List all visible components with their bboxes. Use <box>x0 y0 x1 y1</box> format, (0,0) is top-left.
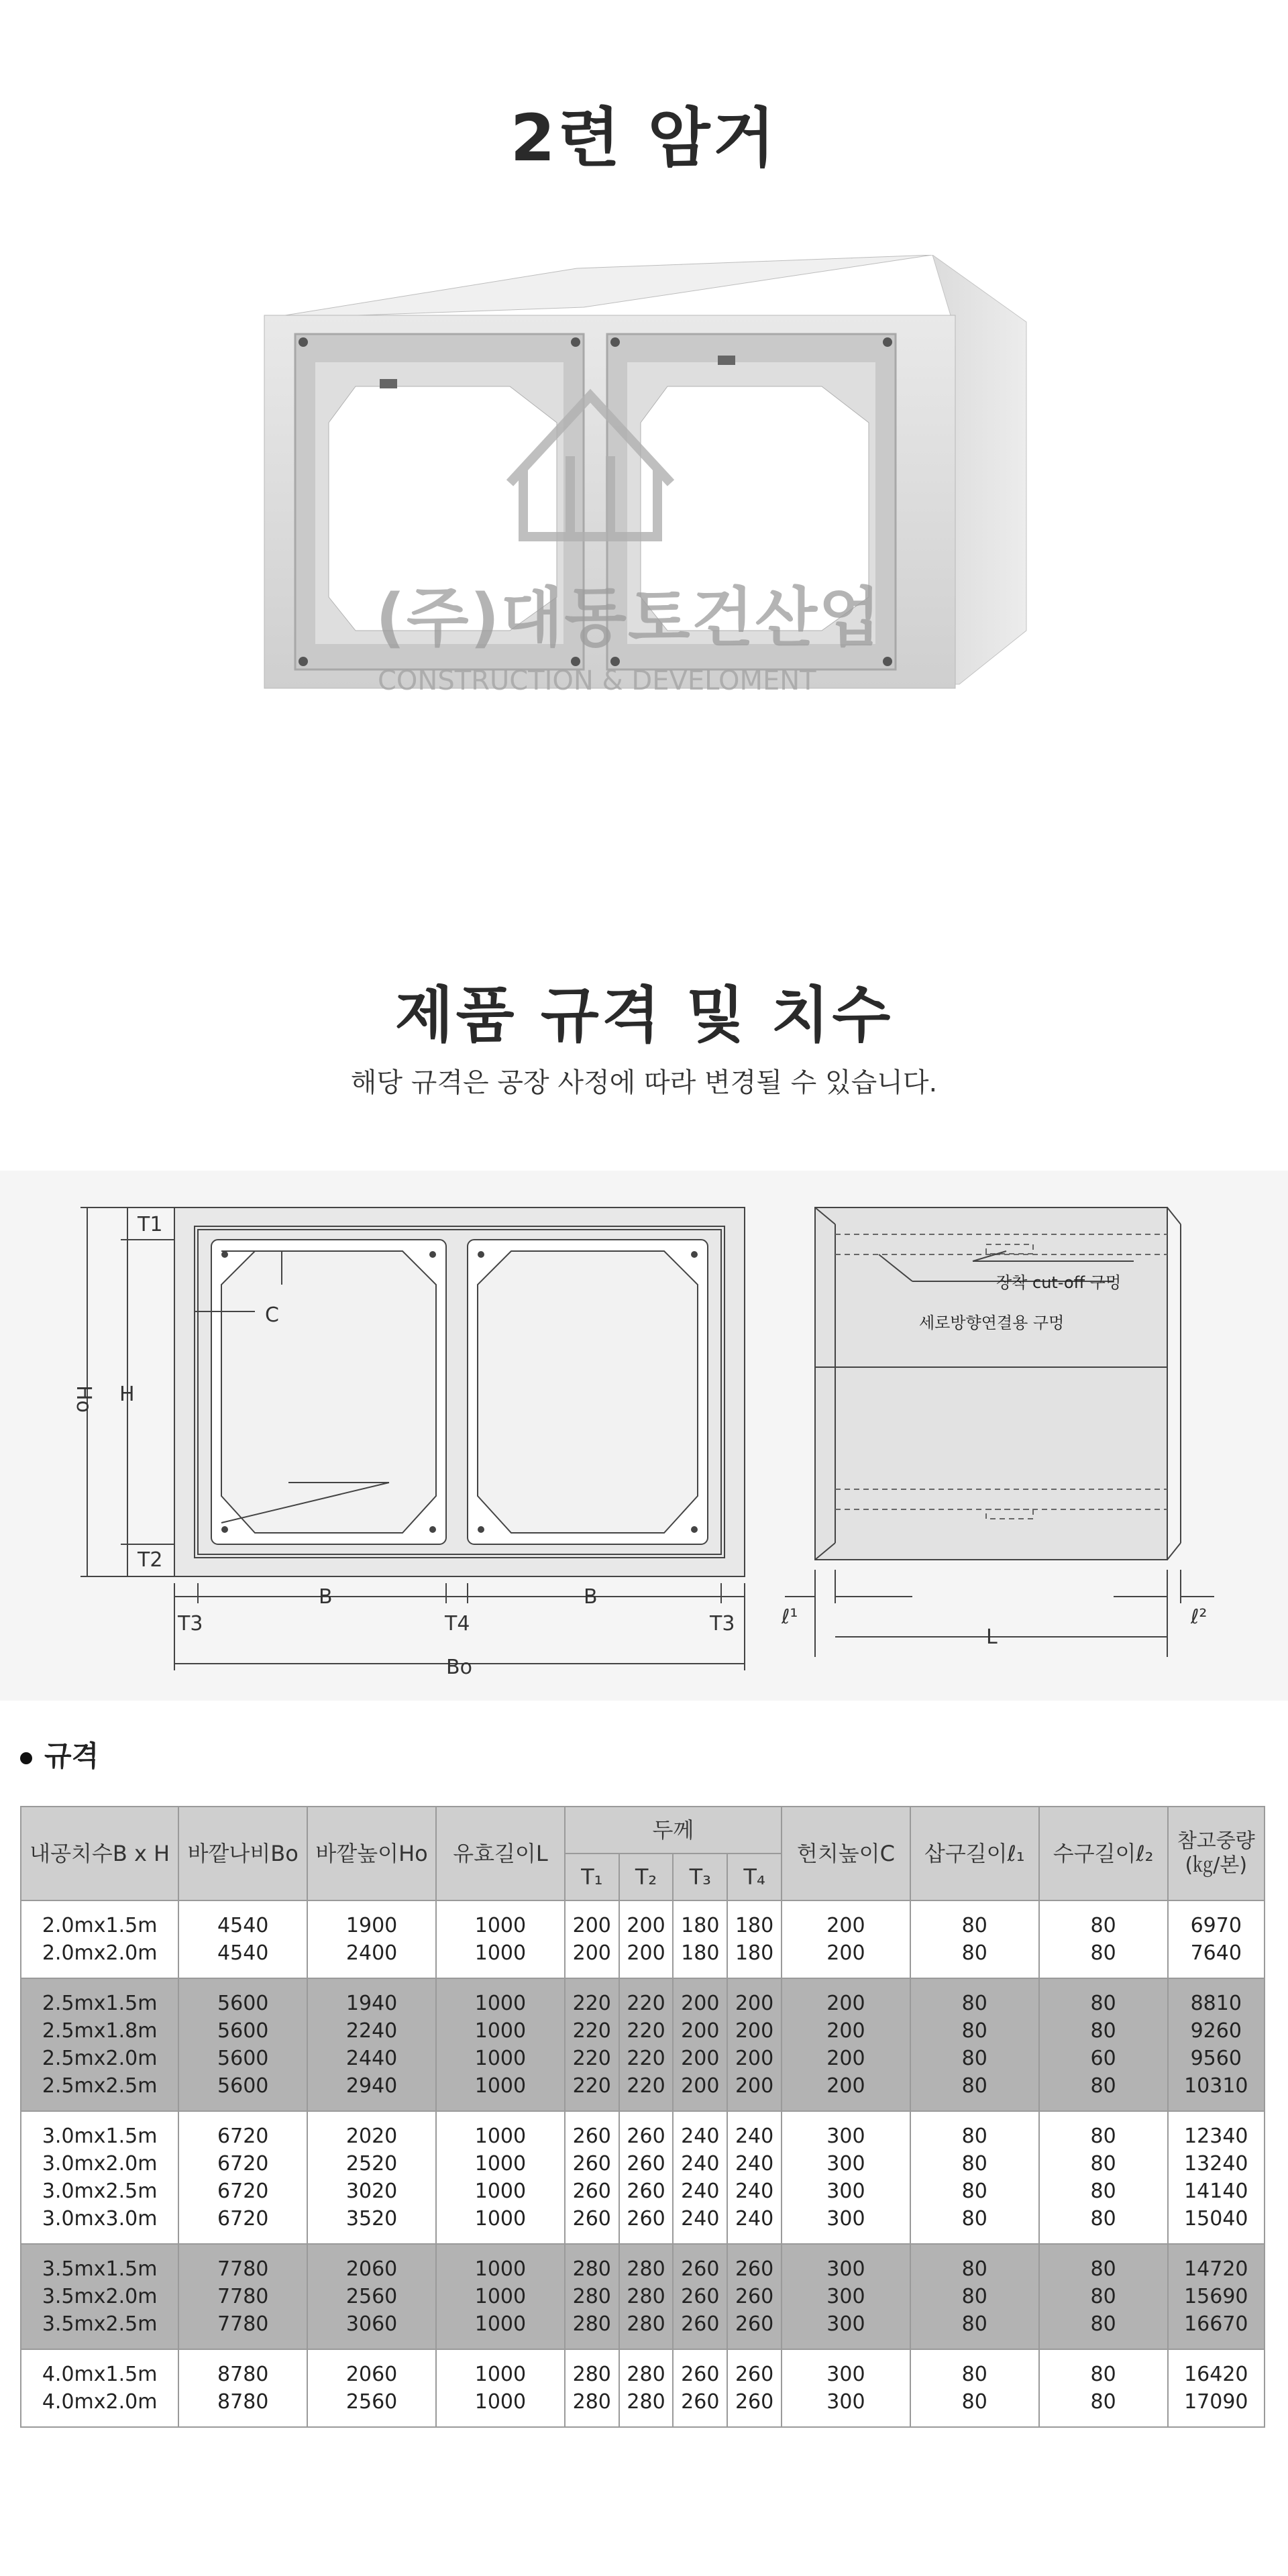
table-cell: 240 240 240 240 <box>673 2111 727 2244</box>
table-cell: 2060 2560 <box>307 2349 436 2427</box>
table-cell: 3.0mx1.5m 3.0mx2.0m 3.0mx2.5m 3.0mx3.0m <box>21 2111 178 2244</box>
label-t1: T1 <box>138 1213 163 1236</box>
table-cell: 200 200 200 200 <box>727 1978 782 2111</box>
table-cell: 260 260 <box>727 2349 782 2427</box>
table-cell: 1000 1000 <box>436 1900 565 1978</box>
table-cell: 180 180 <box>673 1900 727 1978</box>
table-cell: 260 260 <box>673 2349 727 2427</box>
spec-section-label: 규격 <box>20 1734 99 1774</box>
table-cell: 2.5mx1.5m 2.5mx1.8m 2.5mx2.0m 2.5mx2.5m <box>21 1978 178 2111</box>
label-cutoff-hole: 장착 cut-off 구멍 <box>996 1273 1122 1292</box>
table-cell: 280 280 <box>619 2349 674 2427</box>
label-t3-left: T3 <box>178 1612 203 1635</box>
table-row-group <box>21 2349 1265 2427</box>
table-cell: 4540 4540 <box>178 1900 307 1978</box>
table-cell: 6970 7640 <box>1168 1900 1265 1978</box>
table-row-group <box>21 1900 1265 1978</box>
table-cell: 80 80 80 <box>910 2244 1039 2349</box>
table-cell: 200 200 200 200 <box>782 1978 910 2111</box>
spec-subtitle: 해당 규격은 공장 사정에 따라 변경될 수 있습니다. <box>350 1067 938 1098</box>
table-cell: 260 260 260 260 <box>619 2111 674 2244</box>
label-b-right: B <box>584 1585 598 1609</box>
table-cell: 16420 17090 <box>1168 2349 1265 2427</box>
table-cell: 300 300 300 <box>782 2244 910 2349</box>
label-t4: T4 <box>445 1612 470 1635</box>
header-haunch: 헌치높이C <box>782 1807 910 1900</box>
table-row-group <box>21 1978 1265 2111</box>
table-cell: 4.0mx1.5m 4.0mx2.0m <box>21 2349 178 2427</box>
table-cell: 200 200 <box>782 1900 910 1978</box>
table-cell: 1000 1000 1000 1000 <box>436 2111 565 2244</box>
label-l2: ℓ² <box>1191 1605 1208 1629</box>
table-cell: 80 80 80 80 <box>910 1978 1039 2111</box>
label-lateral-hole: 세로방향연결용 구멍 <box>919 1313 1065 1332</box>
table-cell: 260 260 260 <box>727 2244 782 2349</box>
table-cell: 80 80 60 80 <box>1039 1978 1168 2111</box>
table-cell: 80 80 80 80 <box>1039 2111 1168 2244</box>
label-l: L <box>986 1625 998 1649</box>
table-cell: 1940 2240 2440 2940 <box>307 1978 436 2111</box>
label-t3-right: T3 <box>710 1612 735 1635</box>
table-cell: 8810 9260 9560 10310 <box>1168 1978 1265 2111</box>
table-cell: 2020 2520 3020 3520 <box>307 2111 436 2244</box>
table-row-group <box>21 2111 1265 2244</box>
label-l1: ℓ¹ <box>782 1605 798 1629</box>
table-cell: 80 80 80 <box>1039 2244 1168 2349</box>
header-length: 유효길이L <box>436 1807 565 1900</box>
table-cell: 3.5mx1.5m 3.5mx2.0m 3.5mx2.5m <box>21 2244 178 2349</box>
table-cell: 1000 1000 <box>436 2349 565 2427</box>
bullet-icon <box>20 1752 32 1764</box>
table-cell: 1000 1000 1000 <box>436 2244 565 2349</box>
product-title: 2련 암거 <box>510 101 778 176</box>
table-cell: 14720 15690 16670 <box>1168 2244 1265 2349</box>
table-cell: 300 300 <box>782 2349 910 2427</box>
spec-title: 제품 규격 및 치수 <box>394 980 894 1051</box>
table-cell: 240 240 240 240 <box>727 2111 782 2244</box>
table-cell: 7780 7780 7780 <box>178 2244 307 2349</box>
header-bo: 바깥나비Bo <box>178 1807 307 1900</box>
spec-table <box>20 1806 1265 2428</box>
table-cell: 5600 5600 5600 5600 <box>178 1978 307 2111</box>
header-t1: T₁ <box>565 1854 619 1900</box>
label-t2: T2 <box>138 1548 163 1572</box>
table-cell: 2060 2560 3060 <box>307 2244 436 2349</box>
watermark-company: (주)대동토건산업 <box>376 580 882 655</box>
label-b-left: B <box>319 1585 333 1609</box>
table-cell: 80 80 <box>1039 2349 1168 2427</box>
table-cell: 200 200 <box>619 1900 674 1978</box>
table-cell: 2.0mx1.5m 2.0mx2.0m <box>21 1900 178 1978</box>
table-cell: 8780 8780 <box>178 2349 307 2427</box>
table-cell: 80 80 <box>910 2349 1039 2427</box>
header-t4: T₄ <box>727 1854 782 1900</box>
table-cell: 260 260 260 260 <box>565 2111 619 2244</box>
header-weight: 참고중량(㎏/본) <box>1168 1807 1265 1900</box>
table-cell: 280 280 280 <box>565 2244 619 2349</box>
header-l1: 삽구길이ℓ₁ <box>910 1807 1039 1900</box>
front-view-drawing <box>60 1187 771 1697</box>
table-cell: 260 260 260 <box>673 2244 727 2349</box>
label-bo: Bo <box>446 1656 472 1679</box>
header-t3: T₃ <box>673 1854 727 1900</box>
table-cell: 80 80 80 80 <box>910 2111 1039 2244</box>
header-thickness: 두께 <box>565 1807 782 1854</box>
header-l2: 수구길이ℓ₂ <box>1039 1807 1168 1900</box>
label-ho: Ho <box>72 1385 95 1413</box>
side-view-drawing <box>778 1187 1248 1670</box>
watermark-tagline: CONSTRUCTION & DEVELOMENT <box>378 665 816 696</box>
table-cell: 1900 2400 <box>307 1900 436 1978</box>
table-cell: 200 200 <box>565 1900 619 1978</box>
table-cell: 180 180 <box>727 1900 782 1978</box>
header-ho: 바깥높이Ho <box>307 1807 436 1900</box>
table-cell: 1000 1000 1000 1000 <box>436 1978 565 2111</box>
table-cell: 12340 13240 14140 15040 <box>1168 2111 1265 2244</box>
table-row-group <box>21 2244 1265 2349</box>
table-cell: 80 80 <box>1039 1900 1168 1978</box>
header-t2: T₂ <box>619 1854 674 1900</box>
label-c: C <box>265 1303 279 1327</box>
table-cell: 300 300 300 300 <box>782 2111 910 2244</box>
table-cell: 280 280 <box>565 2349 619 2427</box>
header-inner: 내공치수B x H <box>21 1807 178 1900</box>
table-cell: 220 220 220 220 <box>619 1978 674 2111</box>
table-cell: 280 280 280 <box>619 2244 674 2349</box>
label-h: H <box>119 1383 135 1406</box>
table-cell: 80 80 <box>910 1900 1039 1978</box>
table-cell: 200 200 200 200 <box>673 1978 727 2111</box>
table-cell: 6720 6720 6720 6720 <box>178 2111 307 2244</box>
table-cell: 220 220 220 220 <box>565 1978 619 2111</box>
